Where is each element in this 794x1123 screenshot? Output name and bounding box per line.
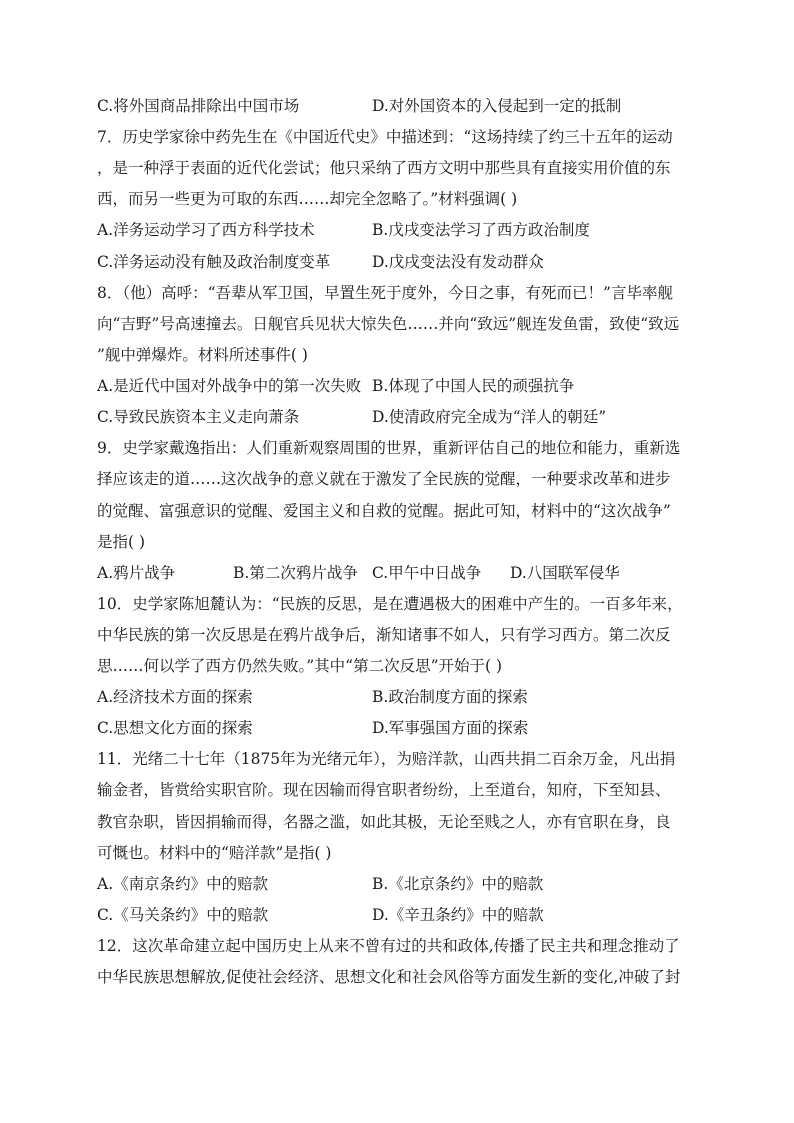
q7-stem-line-2: ，是一种浮于表面的近代化尝试；他只采纳了西方文明中那些具有直接实用价值的东 bbox=[97, 159, 671, 177]
q7-option-b: B.戊戌变法学习了西方政治制度 bbox=[372, 221, 590, 239]
q9-option-c: C.甲午中日战争 bbox=[372, 564, 482, 582]
q10-stem-line-2: 中华民族的第一次反思是在鸦片战争后，渐知诸事不如人，只有学习西方。第二次反 bbox=[97, 626, 671, 644]
q11-option-a: A.《南京条约》中的赔款 bbox=[97, 875, 269, 893]
q9-option-b: B.第二次鸦片战争 bbox=[233, 564, 358, 582]
q11-stem-line-4: 可慨也。材料中的“赔洋款”是指( ) bbox=[97, 844, 332, 862]
q9-option-d: D.八国联军侵华 bbox=[510, 564, 620, 582]
q8-stem-line-3: ”舰中弹爆炸。材料所述事件( ) bbox=[97, 346, 308, 364]
q11-option-d: D.《辛丑条约》中的赔款 bbox=[372, 906, 544, 924]
q10-option-d: D.军事强国方面的探索 bbox=[372, 719, 529, 737]
q8-option-c: C.导致民族资本主义走向萧条 bbox=[97, 408, 300, 426]
q7-stem-line-3: 西，而另一些更为可取的东西……却完全忽略了。”材料强调( ) bbox=[97, 190, 518, 208]
q11-option-c: C.《马关条约》中的赔款 bbox=[97, 906, 269, 924]
q7-option-a: A.洋务运动学习了西方科学技术 bbox=[97, 221, 315, 239]
q10-option-b: B.政治制度方面的探索 bbox=[372, 688, 528, 706]
q10-stem-line-1: 10．史学家陈旭麓认为：“民族的反思，是在遭遇极大的困难中产生的。一百多年来， bbox=[97, 595, 683, 613]
q9-stem-line-3: 的觉醒、富强意识的觉醒、爱国主义和自救的觉醒。据此可知，材料中的“这次战争” bbox=[97, 502, 671, 520]
q9-stem-line-2: 择应该走的道……这次战争的意义就在于激发了全民族的觉醒，一种要求改革和进步 bbox=[97, 470, 671, 488]
q8-stem-line-2: 向“吉野”号高速撞去。日舰官兵见状大惊失色……并向“致远”舰连发鱼雷，致使“致远 bbox=[97, 315, 680, 333]
q6-option-d: D.对外国资本的入侵起到一定的抵制 bbox=[372, 97, 622, 115]
q7-option-c: C.洋务运动没有触及政治制度变革 bbox=[97, 253, 331, 271]
q9-stem-line-1: 9．史学家戴逸指出：人们重新观察周围的世界，重新评估自己的地位和能力，重新选 bbox=[97, 439, 681, 457]
q11-stem-line-1: 11．光绪二十七年（1875年为光绪元年），为赔洋款，山西共捐二百余万金，凡出捐 bbox=[97, 750, 676, 768]
q8-option-a: A.是近代中国对外战争中的第一次失败 bbox=[97, 377, 362, 395]
q12-stem-line-2: 中华民族思想解放,促使社会经济、思想文化和社会风俗等方面发生新的变化,冲破了封 bbox=[97, 968, 681, 986]
q8-option-b: B.体现了中国人民的顽强抗争 bbox=[372, 377, 575, 395]
q9-option-a: A.鸦片战争 bbox=[97, 564, 176, 582]
q9-stem-line-4: 是指( ) bbox=[97, 533, 146, 551]
q11-option-b: B.《北京条约》中的赔款 bbox=[372, 875, 544, 893]
q8-option-d: D.使清政府完全成为“洋人的朝廷” bbox=[372, 408, 607, 426]
q11-stem-line-2: 输金者，皆赏给实职官阶。现在因输而得官职者纷纷，上至道台，知府，下至知县、 bbox=[97, 781, 671, 799]
q12-stem-line-1: 12．这次革命建立起中国历史上从来不曾有过的共和政体,传播了民主共和理念推动了 bbox=[97, 937, 680, 955]
q10-stem-line-3: 思……何以学了西方仍然失败。”其中“第二次反思”开始于( ) bbox=[97, 657, 503, 675]
q11-stem-line-3: 教官杂职，皆因捐输而得，名器之滥，如此其极，无论至贱之人，亦有官职在身，良 bbox=[97, 813, 671, 831]
q7-option-d: D.戊戌变法没有发动群众 bbox=[372, 253, 544, 271]
q10-option-c: C.思想文化方面的探索 bbox=[97, 719, 253, 737]
q10-option-a: A.经济技术方面的探索 bbox=[97, 688, 253, 706]
q6-option-c: C.将外国商品排除出中国市场 bbox=[97, 97, 300, 115]
q7-stem-line-1: 7．历史学家徐中药先生在《中国近代史》中描述到：“这场持续了约三十五年的运动 bbox=[97, 128, 673, 146]
q8-stem-line-1: 8．（他）高呼：“吾辈从军卫国，早置生死于度外，今日之事，有死而已！”言毕率舰 bbox=[97, 284, 673, 302]
